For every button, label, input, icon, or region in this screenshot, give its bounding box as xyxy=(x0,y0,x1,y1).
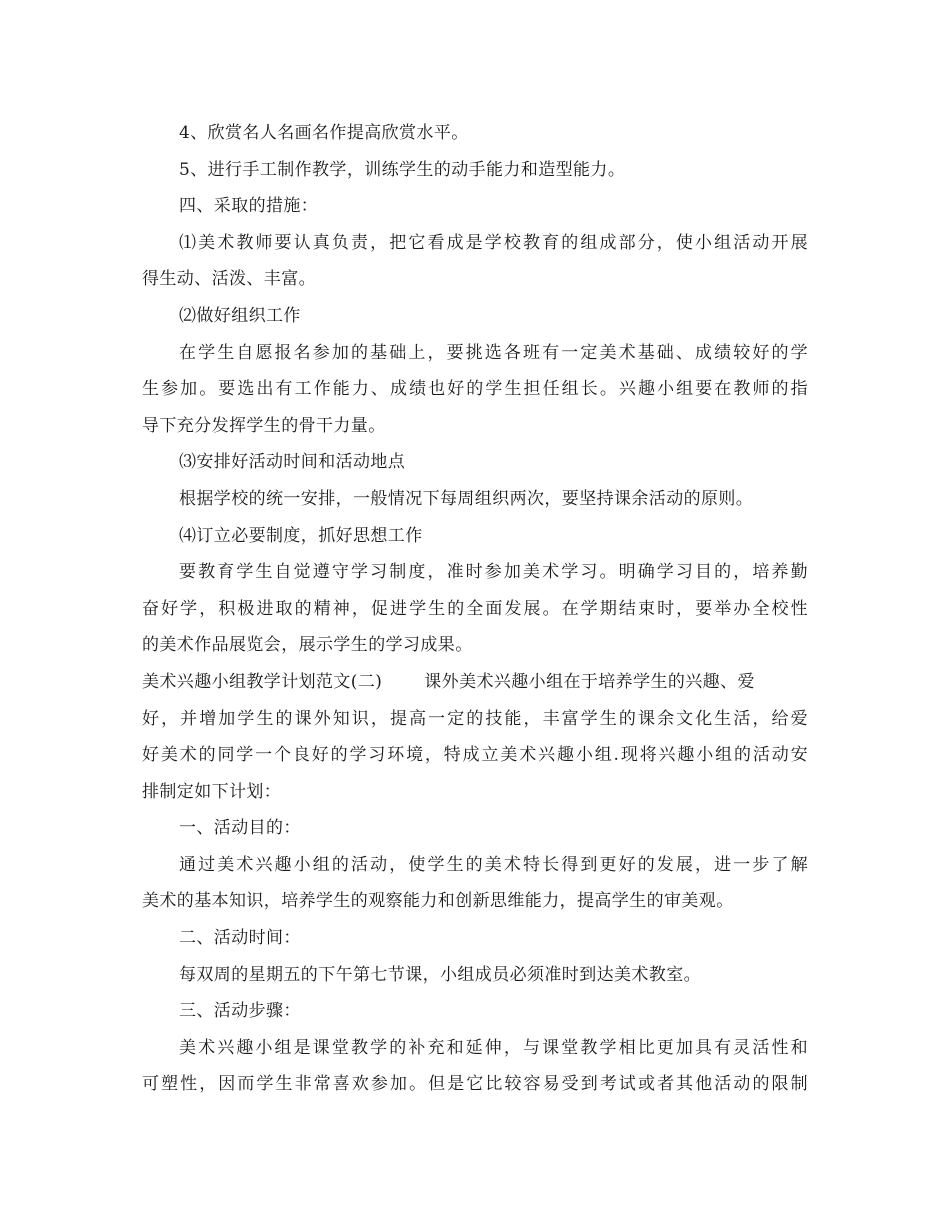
paragraph-line: ⑷订立必要制度，抓好思想工作 xyxy=(179,525,423,546)
paragraph-line: 要教育学生自觉遵守学习制度，准时参加美术学习。明确学习目的，培养勤 xyxy=(179,562,808,583)
paragraph-line: 每双周的星期五的下午第七节课，小组成员必须准时到达美术教室。 xyxy=(179,964,701,985)
paragraph-line: ⑴美术教师要认真负责，把它看成是学校教育的组成部分，使小组活动开展 xyxy=(179,232,808,253)
paragraph-line: 得生动、活泼、丰富。 xyxy=(142,269,316,290)
paragraph-line: 好美术的同学一个良好的学习环境，特成立美术兴趣小组.现将兴趣小组的活动安 xyxy=(142,745,808,766)
section-heading-line xyxy=(142,664,808,701)
document-body xyxy=(142,115,808,1103)
paragraph-line: 好，并增加学生的课外知识，提高一定的技能，丰富学生的课余文化生活，给爱 xyxy=(142,708,808,729)
paragraph-line: 四、采取的措施： xyxy=(179,196,319,217)
section-heading: 美术兴趣小组教学计划范文(二) xyxy=(142,671,383,692)
paragraph-line: 美术兴趣小组是课堂教学的补充和延伸，与课堂教学相比更加具有灵活性和 xyxy=(179,1037,808,1058)
paragraph-line: 可塑性，因而学生非常喜欢参加。但是它比较容易受到考试或者其他活动的限制 xyxy=(142,1074,808,1095)
paragraph-line: 奋好学，积极进取的精神，促进学生的全面发展。在学期结束时，要举办全校性 xyxy=(142,598,808,619)
paragraph-text: 课外美术兴趣小组在于培养学生的兴趣、爱 xyxy=(424,671,755,692)
paragraph-line: 根据学校的统一安排，一般情况下每周组织两次，要坚持课余活动的原则。 xyxy=(179,488,754,509)
paragraph-line: 4、欣赏名人名画名作提高欣赏水平。 xyxy=(179,123,469,143)
paragraph-line: 通过美术兴趣小组的活动，使学生的美术特长得到更好的发展，进一步了解 xyxy=(179,854,808,875)
paragraph-line: 5、进行手工制作教学，训练学生的动手能力和造型能力。 xyxy=(179,159,626,180)
paragraph-line: 美术的基本知识，培养学生的观察能力和创新思维能力，提高学生的审美观。 xyxy=(142,891,734,912)
paragraph-line: 排制定如下计划： xyxy=(142,781,282,802)
paragraph-line: 三、活动步骤： xyxy=(179,1001,301,1022)
paragraph-line: ⑶安排好活动时间和活动地点 xyxy=(179,452,406,473)
paragraph-line: ⑵做好组织工作 xyxy=(179,305,301,326)
paragraph-line: 导下充分发挥学生的骨干力量。 xyxy=(142,415,386,436)
paragraph-line: 二、活动时间： xyxy=(179,928,301,949)
paragraph-line: 一、活动目的： xyxy=(179,818,301,839)
paragraph-line: 的美术作品展览会，展示学生的学习成果。 xyxy=(142,635,473,656)
paragraph-line: 生参加。要选出有工作能力、成绩也好的学生担任组长。兴趣小组要在教师的指 xyxy=(142,379,808,400)
paragraph-line: 在学生自愿报名参加的基础上，要挑选各班有一定美术基础、成绩较好的学 xyxy=(179,342,808,363)
